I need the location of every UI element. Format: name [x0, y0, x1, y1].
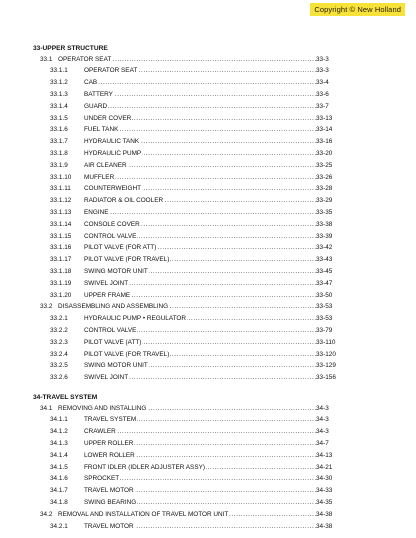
- toc-entry[interactable]: [0, 463, 416, 472]
- toc-entry[interactable]: [0, 125, 416, 134]
- toc-entry-number: 33.1.11: [50, 185, 71, 193]
- toc-entry-number: 34.2: [40, 510, 53, 518]
- toc-entry-number: 33.2.2: [50, 326, 68, 334]
- toc-entry-number: 33.1.6: [50, 126, 68, 134]
- toc-entry[interactable]: [0, 439, 416, 448]
- toc-entry-number: 33.1.1: [50, 67, 68, 75]
- toc-entry[interactable]: [0, 361, 416, 370]
- toc-entry-page: 33-43: [316, 256, 333, 264]
- toc-entry-page: 34-38: [316, 522, 333, 530]
- toc-entry-number: 33.2.6: [50, 374, 68, 382]
- toc-entry-number: 34.1.6: [50, 475, 68, 483]
- toc-entry-page: 33-28: [316, 185, 333, 193]
- toc-entry[interactable]: [0, 510, 416, 519]
- toc-entry-number: 34.1.5: [50, 463, 68, 471]
- toc-entry[interactable]: [0, 184, 416, 193]
- toc-entry-title: REMOVING AND INSTALLING .....: [58, 404, 316, 413]
- toc-entry-number: 33.1.7: [50, 138, 68, 146]
- toc-entry-title: REMOVAL AND INSTALLATION OF TRAVEL MOTOR UNIT .....: [58, 510, 316, 519]
- toc-entry-title: ENGINE .....: [84, 208, 316, 217]
- toc-entry-number: 34.1: [40, 404, 53, 412]
- toc-entry[interactable]: [0, 149, 416, 158]
- toc-entry-title: COUNTERWEIGHT .....: [84, 184, 316, 193]
- toc-entry-page: 33-156: [316, 374, 336, 382]
- toc-entry-number: 34.1.8: [50, 498, 68, 506]
- toc-entry-page: 33-3: [316, 67, 329, 75]
- toc-entry[interactable]: [0, 415, 416, 424]
- toc-entry-number: 33.1.19: [50, 279, 72, 287]
- toc-entry-number: 33.2: [40, 303, 53, 311]
- toc-entry-number: 33.1.2: [50, 79, 68, 87]
- toc-entry-number: 33.1.4: [50, 102, 68, 110]
- toc-entry-page: 34-35: [316, 498, 333, 506]
- toc-entry-page: 33-53: [316, 303, 333, 311]
- toc-entry-number: 33.1.5: [50, 114, 68, 122]
- toc-entry-page: 33-16: [316, 138, 333, 146]
- toc-entry-number: 34.1.4: [50, 451, 68, 459]
- toc-entry[interactable]: [0, 161, 416, 170]
- toc-entry-title: HYDRAULIC PUMP .....: [84, 149, 316, 158]
- toc-entry-title: TRAVEL SYSTEM .....: [84, 415, 316, 424]
- toc-entry-title: SWIVEL JOINT .....: [84, 373, 316, 382]
- toc-entry-title: PILOT VALVE (FOR ATT) .....: [84, 243, 316, 252]
- toc-entry-page: 34-21: [316, 463, 333, 471]
- toc-entry-title: DISASSEMBLING AND ASSEMBLING .....: [58, 302, 316, 311]
- toc-entry-page: 34-7: [316, 439, 329, 447]
- toc-entry-title: TRAVEL MOTOR .....: [84, 522, 316, 531]
- toc-entry[interactable]: [0, 451, 416, 460]
- toc-entry-page: 33-14: [316, 126, 333, 134]
- toc-entry-number: 34.1.1: [50, 416, 68, 424]
- toc-entry[interactable]: [0, 232, 416, 241]
- toc-entry[interactable]: [0, 373, 416, 382]
- toc-entry-number: 33.2.1: [50, 315, 68, 323]
- toc-entry-title: SPROCKET .....: [84, 474, 316, 483]
- toc-entry-page: 33-47: [316, 279, 333, 287]
- toc-entry-title: SWING MOTOR UNIT .....: [84, 267, 316, 276]
- toc-entry-number: 33.1.16: [50, 244, 72, 252]
- toc-entry-page: 33-45: [316, 267, 333, 275]
- toc-entry-number: 33.1: [40, 55, 53, 63]
- toc-entry-number: 33.1.13: [50, 208, 72, 216]
- toc-entry[interactable]: [0, 314, 416, 323]
- copyright-badge: Copyright © New Holland: [310, 3, 405, 16]
- toc-entry-page: 33-110: [316, 338, 336, 346]
- toc-entry[interactable]: [0, 196, 416, 205]
- toc-entry-page: 33-129: [316, 362, 336, 370]
- toc-entry-page: 33-29: [316, 197, 333, 205]
- toc-entry[interactable]: [0, 243, 416, 252]
- toc-entry-title: SWING BEARING .....: [84, 498, 316, 507]
- toc-entry-title: UPPER ROLLER .....: [84, 439, 316, 448]
- toc-entry-page: 34-33: [316, 487, 333, 495]
- toc-entry-page: 33-120: [316, 350, 336, 358]
- toc-entry-number: 34.2.1: [50, 522, 68, 530]
- toc-entry-title: SWING MOTOR UNIT .....: [84, 361, 316, 370]
- toc-entry-page: 34-13: [316, 451, 333, 459]
- toc-entry-title: OPERATOR SEAT .....: [84, 66, 316, 75]
- toc-entry[interactable]: [0, 486, 416, 495]
- toc-entry-title: CONTROL VALVE .....: [84, 232, 316, 241]
- toc-entry-title: HYDRAULIC TANK .....: [84, 137, 316, 146]
- toc-entry-title: CAB .....: [84, 78, 316, 87]
- toc-entry-page: 33-25: [316, 161, 333, 169]
- toc-entry-page: 33-13: [316, 114, 333, 122]
- toc-entry-number: 33.1.20: [50, 291, 72, 299]
- toc-entry-number: 33.1.18: [50, 267, 72, 275]
- toc-entry-number: 34.1.3: [50, 439, 68, 447]
- toc-entry-title: TRAVEL MOTOR .....: [84, 486, 316, 495]
- toc-entry-number: 33.1.17: [50, 256, 72, 264]
- toc-entry-number: 33.1.9: [50, 161, 68, 169]
- toc-entry-page: 33-38: [316, 220, 333, 228]
- toc-entry-page: 33-50: [316, 291, 333, 299]
- toc-entry[interactable]: [0, 522, 416, 531]
- toc-entry-title: GUARD .....: [84, 102, 316, 111]
- toc-entry-number: 33.1.12: [50, 197, 72, 205]
- toc-entry[interactable]: [0, 404, 416, 413]
- toc-entry-page: 34-3: [316, 404, 329, 412]
- toc-entry-page: 33-39: [316, 232, 333, 240]
- toc-entry[interactable]: [0, 498, 416, 507]
- toc-entry-title: LOWER ROLLER .....: [84, 451, 316, 460]
- toc-entry-page: 33-6: [316, 90, 329, 98]
- toc-entry[interactable]: [0, 55, 416, 64]
- toc-entry-page: 33-35: [316, 208, 333, 216]
- toc-entry-title: FUEL TANK .....: [84, 125, 316, 134]
- toc-entry-number: 33.2.4: [50, 350, 68, 358]
- toc-entry-page: 34-3: [316, 428, 329, 436]
- toc-entry-title: PILOT VALVE (ATT) .....: [84, 338, 316, 347]
- toc-entry-number: 33.1.14: [50, 220, 72, 228]
- toc-entry[interactable]: [0, 302, 416, 311]
- toc-entry[interactable]: [0, 279, 416, 288]
- toc-entry-number: 33.2.5: [50, 362, 68, 370]
- toc-entry[interactable]: [0, 326, 416, 335]
- toc-entry[interactable]: [0, 291, 416, 300]
- toc-entry-number: 34.1.7: [50, 487, 68, 495]
- toc-entry-title: MUFFLER .....: [84, 173, 316, 182]
- toc-entry-title: HYDRAULIC PUMP • REGULATOR .....: [84, 314, 316, 323]
- toc-entry-title: PILOT VALVE (FOR TRAVEL) .....: [84, 255, 316, 264]
- toc-entry-page: 33-4: [316, 79, 329, 87]
- toc-entry[interactable]: [0, 78, 416, 87]
- toc-entry[interactable]: [0, 137, 416, 146]
- toc-entry-page: 33-26: [316, 173, 333, 181]
- toc-entry[interactable]: [0, 102, 416, 111]
- toc-entry-title: CRAWLER .....: [84, 427, 316, 436]
- toc-entry-page: 33-3: [316, 55, 329, 63]
- toc-entry-title: FRONT IDLER (IDLER ADJUSTER ASSY) .....: [84, 463, 316, 472]
- toc-entry-title: CONTROL VALVE .....: [84, 326, 316, 335]
- toc-entry[interactable]: [0, 255, 416, 264]
- toc-entry-number: 34.1.2: [50, 428, 68, 436]
- toc-entry-number: 33.1.3: [50, 90, 68, 98]
- toc-entry[interactable]: [0, 350, 416, 359]
- toc-entry-title: OPERATOR SEAT .....: [58, 55, 316, 64]
- toc-entry[interactable]: [0, 427, 416, 436]
- toc-entry-title: UNDER COVER .....: [84, 114, 316, 123]
- toc-entry[interactable]: [0, 90, 416, 99]
- toc-entry[interactable]: [0, 474, 416, 483]
- toc-entry-page: 34-38: [316, 510, 333, 518]
- toc-entry-title: AIR CLEANER .....: [84, 161, 316, 170]
- toc-entry-title: BATTERY .....: [84, 90, 316, 99]
- toc-entry-title: SWIVEL JOINT .....: [84, 279, 316, 288]
- toc-entry-page: 33-53: [316, 315, 333, 323]
- toc-entry-page: 33-7: [316, 102, 329, 110]
- toc-entry[interactable]: [0, 208, 416, 217]
- toc-entry-number: 33.1.15: [50, 232, 72, 240]
- toc-entry-page: 34-30: [316, 475, 333, 483]
- toc-entry[interactable]: [0, 114, 416, 123]
- toc-entry[interactable]: [0, 173, 416, 182]
- toc-entry[interactable]: [0, 338, 416, 347]
- toc-entry-title: PILOT VALVE (FOR TRAVEL) .....: [84, 350, 316, 359]
- toc-entry-title: RADIATOR & OIL COOLER .....: [84, 196, 316, 205]
- toc-entry-page: 33-79: [316, 326, 333, 334]
- toc-entry-page: 33-42: [316, 244, 333, 252]
- toc-entry-number: 33.1.10: [50, 173, 72, 181]
- toc-entry[interactable]: [0, 220, 416, 229]
- toc-entry-page: 33-20: [316, 149, 333, 157]
- toc-entry-title: CONSOLE COVER .....: [84, 220, 316, 229]
- toc-entry-page: 34-3: [316, 416, 329, 424]
- toc-entry-number: 33.2.3: [50, 338, 68, 346]
- toc-entry[interactable]: [0, 267, 416, 276]
- toc-entry-title: UPPER FRAME .....: [84, 291, 316, 300]
- toc-entry[interactable]: [0, 66, 416, 75]
- section-heading: 33-UPPER STRUCTURE: [33, 45, 108, 52]
- section-heading: 34-TRAVEL SYSTEM: [33, 394, 98, 401]
- toc-entry-number: 33.1.8: [50, 149, 68, 157]
